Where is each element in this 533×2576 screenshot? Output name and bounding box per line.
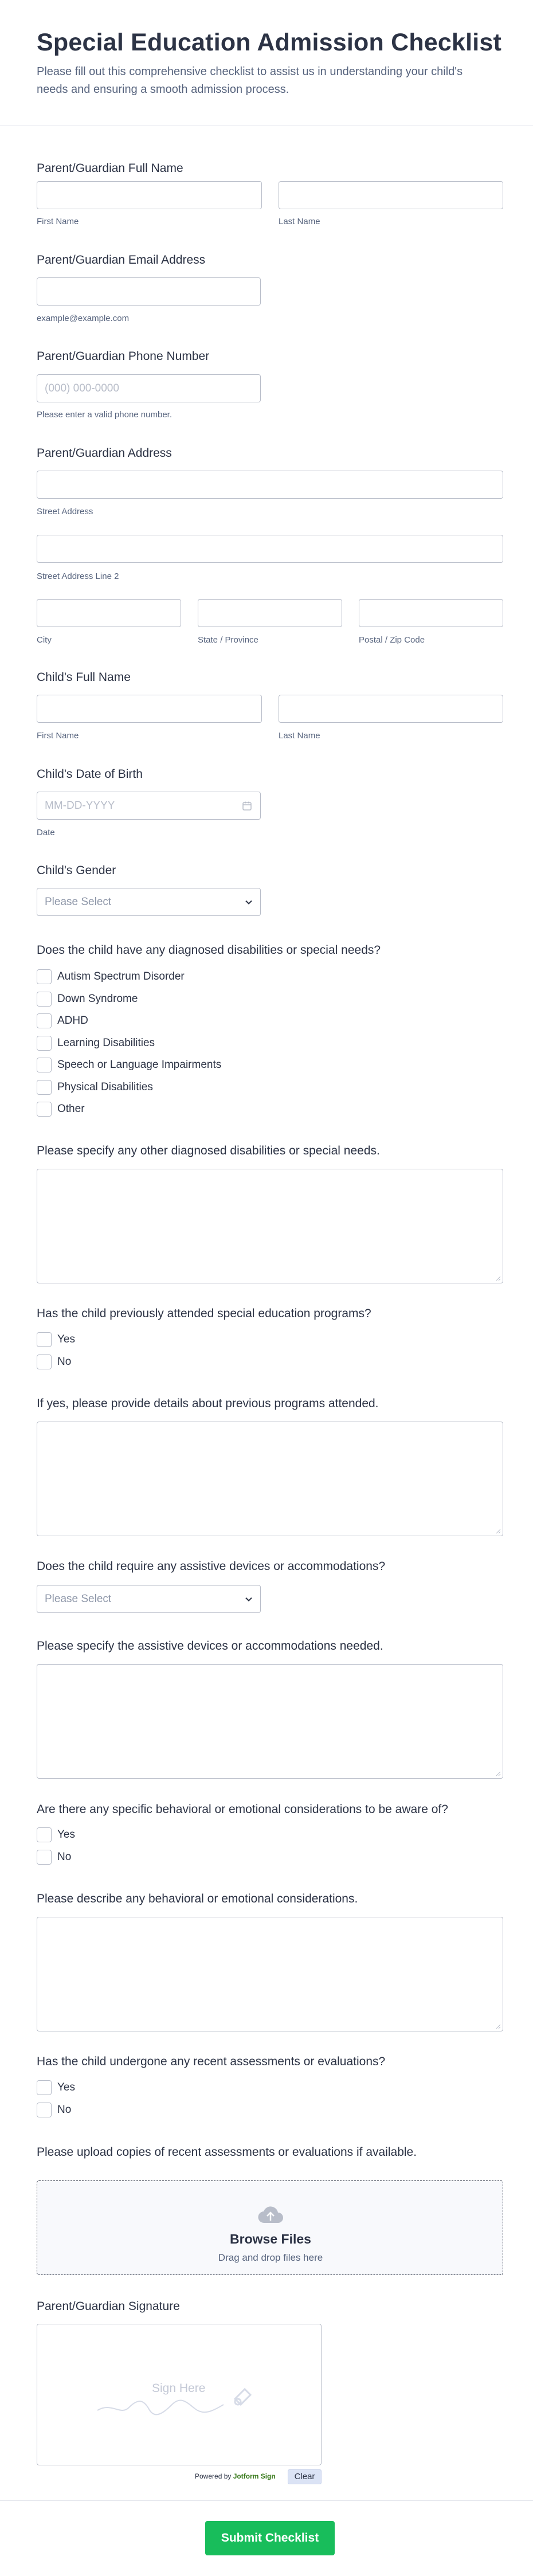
checkbox[interactable]: [37, 969, 52, 984]
powered-by-prefix: Powered by: [195, 2472, 232, 2480]
zip-input[interactable]: [359, 599, 503, 627]
parent-name-label: Parent/Guardian Full Name: [37, 162, 183, 175]
parent-email-sublabel: example@example.com: [37, 314, 130, 323]
option-label: No: [57, 1851, 72, 1863]
disabilities-label: Does the child have any diagnosed disabilities or special needs?: [37, 944, 381, 957]
checkbox[interactable]: [37, 1827, 52, 1842]
parent-phone-label: Parent/Guardian Phone Number: [37, 350, 210, 363]
form-description: Please fill out this comprehensive checklist to assist us in understanding your child's needs and ensuring a smooth admission process.: [37, 65, 463, 96]
child-last-name-sublabel: Last Name: [279, 731, 320, 741]
child-name-label: Child's Full Name: [37, 671, 131, 684]
child-last-name-input[interactable]: [279, 695, 503, 723]
cloud-upload-icon: [257, 2204, 284, 2225]
checkbox[interactable]: [37, 1332, 52, 1347]
browse-files-title[interactable]: Browse Files: [230, 2232, 311, 2246]
behavioral-details-label: Please describe any behavioral or emotional considerations.: [37, 1892, 358, 1905]
other-disabilities-label: Please specify any other diagnosed disabilities or special needs.: [37, 1144, 380, 1157]
assistive-details-textarea[interactable]: [37, 1664, 503, 1779]
street-address-line2-sublabel: Street Address Line 2: [37, 571, 119, 581]
chevron-down-icon: [244, 1595, 253, 1604]
option-label: Autism Spectrum Disorder: [57, 970, 185, 982]
option-label: ADHD: [57, 1015, 88, 1027]
child-first-name-input[interactable]: [37, 695, 262, 723]
file-upload-dropzone[interactable]: [37, 2180, 503, 2275]
checkbox[interactable]: [37, 992, 52, 1007]
child-gender-label: Child's Gender: [37, 864, 116, 877]
state-sublabel: State / Province: [198, 635, 258, 645]
address-label: Parent/Guardian Address: [37, 447, 172, 460]
behavioral-label: Are there any specific behavioral or emotional considerations to be aware of?: [37, 1803, 448, 1816]
option-label: Yes: [57, 1829, 75, 1841]
assistive-label: Does the child require any assistive devices or accommodations?: [37, 1560, 386, 1573]
street-address-sublabel: Street Address: [37, 507, 93, 516]
parent-email-input[interactable]: [37, 277, 261, 306]
option-label: Physical Disabilities: [57, 1081, 153, 1093]
child-dob-sublabel: Date: [37, 828, 55, 837]
resize-grip-icon[interactable]: [495, 1528, 501, 1534]
powered-by: [195, 2472, 276, 2480]
checkbox[interactable]: [37, 1102, 52, 1117]
zip-sublabel: Postal / Zip Code: [359, 635, 425, 645]
child-dob-input[interactable]: [37, 792, 261, 820]
resize-grip-icon[interactable]: [495, 1771, 501, 1776]
parent-phone-input[interactable]: [37, 374, 261, 402]
child-gender-select[interactable]: [37, 888, 261, 916]
option-label: No: [57, 1356, 72, 1368]
option-label: Down Syndrome: [57, 993, 138, 1005]
checkbox[interactable]: [37, 1080, 52, 1095]
submit-button[interactable]: Submit Checklist: [205, 2521, 335, 2555]
city-input[interactable]: [37, 599, 181, 627]
child-dob-label: Child's Date of Birth: [37, 768, 143, 781]
assessments-label: Has the child undergone any recent assessments or evaluations?: [37, 2055, 386, 2068]
checkbox[interactable]: [37, 1850, 52, 1865]
sign-here-hint: Sign Here: [152, 2382, 206, 2395]
form-header: [0, 0, 533, 126]
calendar-icon[interactable]: [242, 801, 252, 811]
prev-details-textarea[interactable]: [37, 1422, 503, 1536]
assistive-select[interactable]: [37, 1585, 261, 1613]
option-label: No: [57, 2104, 72, 2116]
checkbox[interactable]: [37, 1036, 52, 1051]
assistive-details-label: Please specify the assistive devices or accommodations needed.: [37, 1639, 383, 1653]
child-gender-placeholder: Please Select: [45, 896, 112, 908]
checkbox[interactable]: [37, 1013, 52, 1028]
option-label: Yes: [57, 1333, 75, 1345]
assistive-placeholder: Please Select: [45, 1593, 112, 1605]
resize-grip-icon[interactable]: [495, 1275, 501, 1281]
form-title: Special Education Admission Checklist: [37, 29, 502, 56]
option-label: Learning Disabilities: [57, 1037, 155, 1049]
parent-first-name-sublabel: First Name: [37, 217, 79, 226]
prev-programs-label: Has the child previously attended special education programs?: [37, 1307, 371, 1320]
checkbox[interactable]: [37, 2080, 52, 2095]
option-label: Speech or Language Impairments: [57, 1059, 222, 1071]
child-first-name-sublabel: First Name: [37, 731, 79, 741]
powered-by-brand[interactable]: Jotform Sign: [233, 2472, 276, 2480]
checkbox[interactable]: [37, 1058, 52, 1072]
clear-signature-button[interactable]: Clear: [288, 2469, 322, 2484]
signature-label: Parent/Guardian Signature: [37, 2300, 180, 2313]
city-sublabel: City: [37, 635, 52, 645]
street-address-input[interactable]: [37, 471, 503, 499]
chevron-down-icon: [244, 898, 253, 907]
option-label: Yes: [57, 2081, 75, 2093]
parent-last-name-sublabel: Last Name: [279, 217, 320, 226]
other-disabilities-textarea[interactable]: [37, 1169, 503, 1283]
parent-email-label: Parent/Guardian Email Address: [37, 253, 206, 267]
option-label: Other: [57, 1103, 85, 1115]
checkbox[interactable]: [37, 1354, 52, 1369]
child-dob-placeholder: MM-DD-YYYY: [45, 800, 115, 812]
parent-first-name-input[interactable]: [37, 181, 262, 209]
resize-grip-icon[interactable]: [495, 2023, 501, 2029]
upload-label: Please upload copies of recent assessments or evaluations if available.: [37, 2146, 417, 2159]
prev-details-label: If yes, please provide details about previous programs attended.: [37, 1397, 379, 1410]
street-address-line2-input[interactable]: [37, 535, 503, 563]
checkbox[interactable]: [37, 2103, 52, 2117]
parent-phone-placeholder: (000) 000-0000: [45, 382, 119, 394]
parent-phone-sublabel: Please enter a valid phone number.: [37, 410, 172, 420]
parent-last-name-input[interactable]: [279, 181, 503, 209]
footer-divider: [0, 2500, 533, 2501]
signature-pad[interactable]: [37, 2324, 322, 2465]
drag-drop-subtitle: Drag and drop files here: [218, 2252, 323, 2263]
state-input[interactable]: [198, 599, 342, 627]
behavioral-details-textarea[interactable]: [37, 1917, 503, 2031]
